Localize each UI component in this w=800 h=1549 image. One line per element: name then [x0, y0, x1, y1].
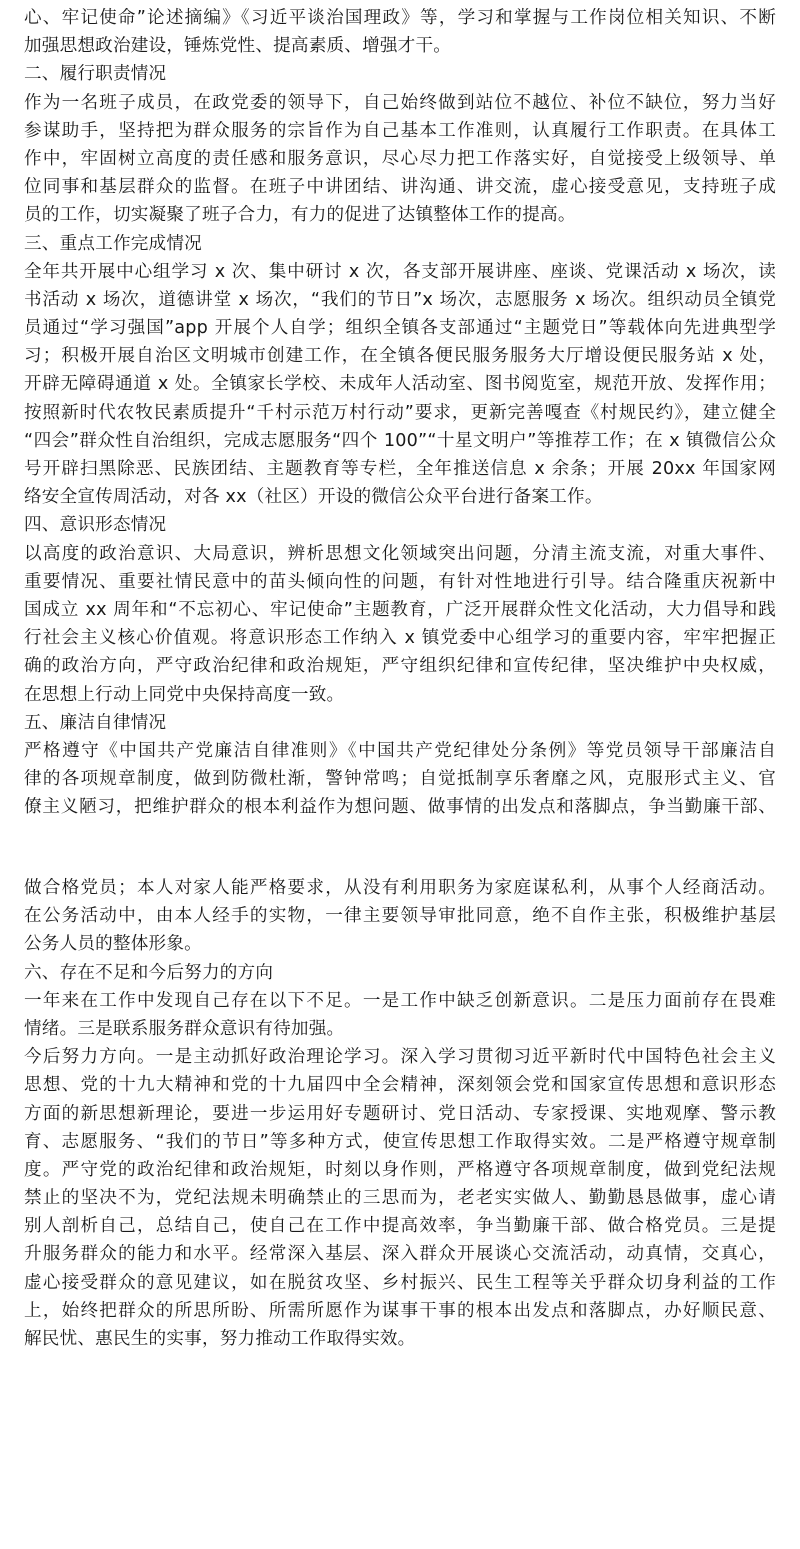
text-line: 今后努力方向。一是主动抓好政治理论学习。深入学习贯彻习近平新时代中国特色社会主义 — [24, 1047, 776, 1068]
text-line: 一年来在工作中发现自己存在以下不足。一是工作中缺乏创新意识。二是压力面前存在畏难 — [24, 990, 776, 1011]
text-line: 虚心接受群众的意见建议，如在脱贫攻坚、乡村振兴、民生工程等关乎群众切身利益的工作 — [24, 1272, 776, 1293]
text-line: 作中，牢固树立高度的责任感和服务意识，尽心尽力把工作落实好，自觉接受上级领导、单 — [24, 148, 776, 169]
text-line: 员的工作，切实凝聚了班子合力，有力的促进了达镇整体工作的提高。 — [24, 205, 576, 226]
text-line: 律的各项规章制度，做到防微杜渐，警钟常鸣；自觉抵制享乐奢靡之风，克服形式主义、官 — [24, 769, 776, 790]
text-line: 加强思想政治建设，锤炼党性、提高素质、增强才干。 — [24, 36, 452, 57]
text-line: 四、意识形态情况 — [24, 515, 167, 536]
text-line: 五、廉洁自律情况 — [24, 712, 167, 733]
text-line: 方面的新思想新理论，要进一步运用好专题研讨、党日活动、专家授课、实地观摩、警示教 — [24, 1103, 776, 1124]
text-line: 行社会主义核心价值观。将意识形态工作纳入 x 镇党委中心组学习的重要内容，牢牢把握正 — [24, 628, 776, 649]
text-line: 国成立 xx 周年和“不忘初心、牢记使命”主题教育，广泛开展群众性文化活动，大力倡导和践 — [24, 599, 776, 620]
text-line: 位同事和基层群众的监督。在班子中讲团结、讲沟通、讲交流，虚心接受意见，支持班子成 — [24, 177, 776, 198]
text-line: 升服务群众的能力和水平。经常深入基层、深入群众开展谈心交流活动，动真情，交真心， — [24, 1244, 776, 1265]
text-line: 度。严守党的政治纪律和政治规矩，时刻以身作则，严格遵守各项规章制度，做到党纪法规 — [24, 1159, 776, 1180]
text-line: 作为一名班子成员，在政党委的领导下，自己始终做到站位不越位、补位不缺位，努力当好 — [24, 92, 776, 113]
text-line: 习；积极开展自治区文明城市创建工作，在全镇各便民服务服务大厅增设便民服务站 x 处， — [24, 346, 776, 367]
text-line: 思想、党的十九大精神和党的十九届四中全会精神，深刻领会党和国家宣传思想和意识形态 — [24, 1075, 776, 1096]
text-line: 情绪。三是联系服务群众意识有待加强。 — [24, 1018, 345, 1039]
text-line: 书活动 x 场次，道德讲堂 x 场次，“我们的节日”x 场次，志愿服务 x 场次。组织动员全镇党 — [24, 289, 776, 310]
document-page-2 — [24, 874, 776, 1353]
text-line: 号开辟扫黑除恶、民族团结、主题教育等专栏，全年推送信息 x 余条；开展 20xx 年国家网 — [24, 459, 776, 479]
text-line: 以高度的政治意识、大局意识，辨析思想文化领域突出问题，分清主流支流，对重大事件、 — [24, 543, 776, 564]
text-line: 全年共开展中心组学习 x 次、集中研讨 x 次，各支部开展讲座、座谈、党课活动 x 场次，读 — [24, 261, 776, 282]
text-line: 按照新时代农牧民素质提升“千村示范万村行动”要求，更新完善嘎查《村规民约》，建立健全 — [24, 402, 776, 423]
text-line: 三、重点工作完成情况 — [24, 233, 202, 254]
text-line: 在公务活动中，由本人经手的实物，一律主要领导审批同意，绝不自作主张，积极维护基层 — [24, 906, 776, 927]
text-line: 二、履行职责情况 — [24, 64, 167, 85]
text-line: 心、牢记使命”论述摘编》《习近平谈治国理政》等，学习和掌握与工作岗位相关知识、不断 — [24, 8, 776, 28]
text-line: 上，始终把群众的所思所盼、所需所愿作为谋事干事的根本出发点和落脚点，办好顺民意、 — [24, 1300, 776, 1321]
text-line: 参谋助手，坚持把为群众服务的宗旨作为自己基本工作准则，认真履行工作职责。在具体工 — [24, 120, 776, 141]
text-line: 六、存在不足和今后努力的方向 — [24, 962, 274, 983]
text-line: 开辟无障碍通道 x 处。全镇家长学校、未成年人活动室、图书阅览室，规范开放、发挥作用； — [24, 374, 776, 395]
text-line: 别人剖析自己，总结自己，使自己在工作中提高效率，争当勤廉干部、做合格党员。三是提 — [24, 1216, 776, 1237]
text-line: 解民忧、惠民生的实事，努力推动工作取得实效。 — [24, 1329, 416, 1349]
text-line: 在思想上行动上同党中央保持高度一致。 — [24, 684, 345, 705]
text-line: 僚主义陋习，把维护群众的根本利益作为想问题、做事情的出发点和落脚点，争当勤廉干部、 — [24, 797, 776, 818]
text-line: 严格遵守《中国共产党廉洁自律准则》《中国共产党纪律处分条例》等党员领导干部廉洁自 — [24, 740, 776, 761]
text-line: 络安全宣传周活动，对各 xx（社区）开设的微信公众平台进行备案工作。 — [24, 487, 603, 508]
text-line: “四会”群众性自治组织，完成志愿服务“四个 100”“十星文明户”等推荐工作；在 x 镇微信公众 — [24, 430, 776, 451]
text-line: 育、志愿服务、“我们的节日”等多种方式，使宣传思想工作取得实效。二是严格遵守规章制 — [24, 1131, 776, 1152]
text-line: 公务人员的整体形象。 — [24, 934, 202, 955]
text-line: 员通过“学习强国”app 开展个人自学；组织全镇各支部通过“主题党日”等载体向先进典型学 — [24, 318, 776, 339]
document-page-1 — [24, 4, 776, 821]
text-line: 禁止的坚决不为，党纪法规未明确禁止的三思而为，老老实实做人、勤勤恳恳做事，虚心请 — [24, 1188, 776, 1209]
text-line: 做合格党员；本人对家人能严格要求，从没有利用职务为家庭谋私利，从事个人经商活动。 — [24, 878, 776, 898]
text-line: 重要情况、重要社情民意中的苗头倾向性的问题，有针对性地进行引导。结合隆重庆祝新中 — [24, 571, 776, 592]
text-line: 确的政治方向，严守政治纪律和政治规矩，严守组织纪律和宣传纪律，坚决维护中央权威， — [24, 656, 776, 677]
